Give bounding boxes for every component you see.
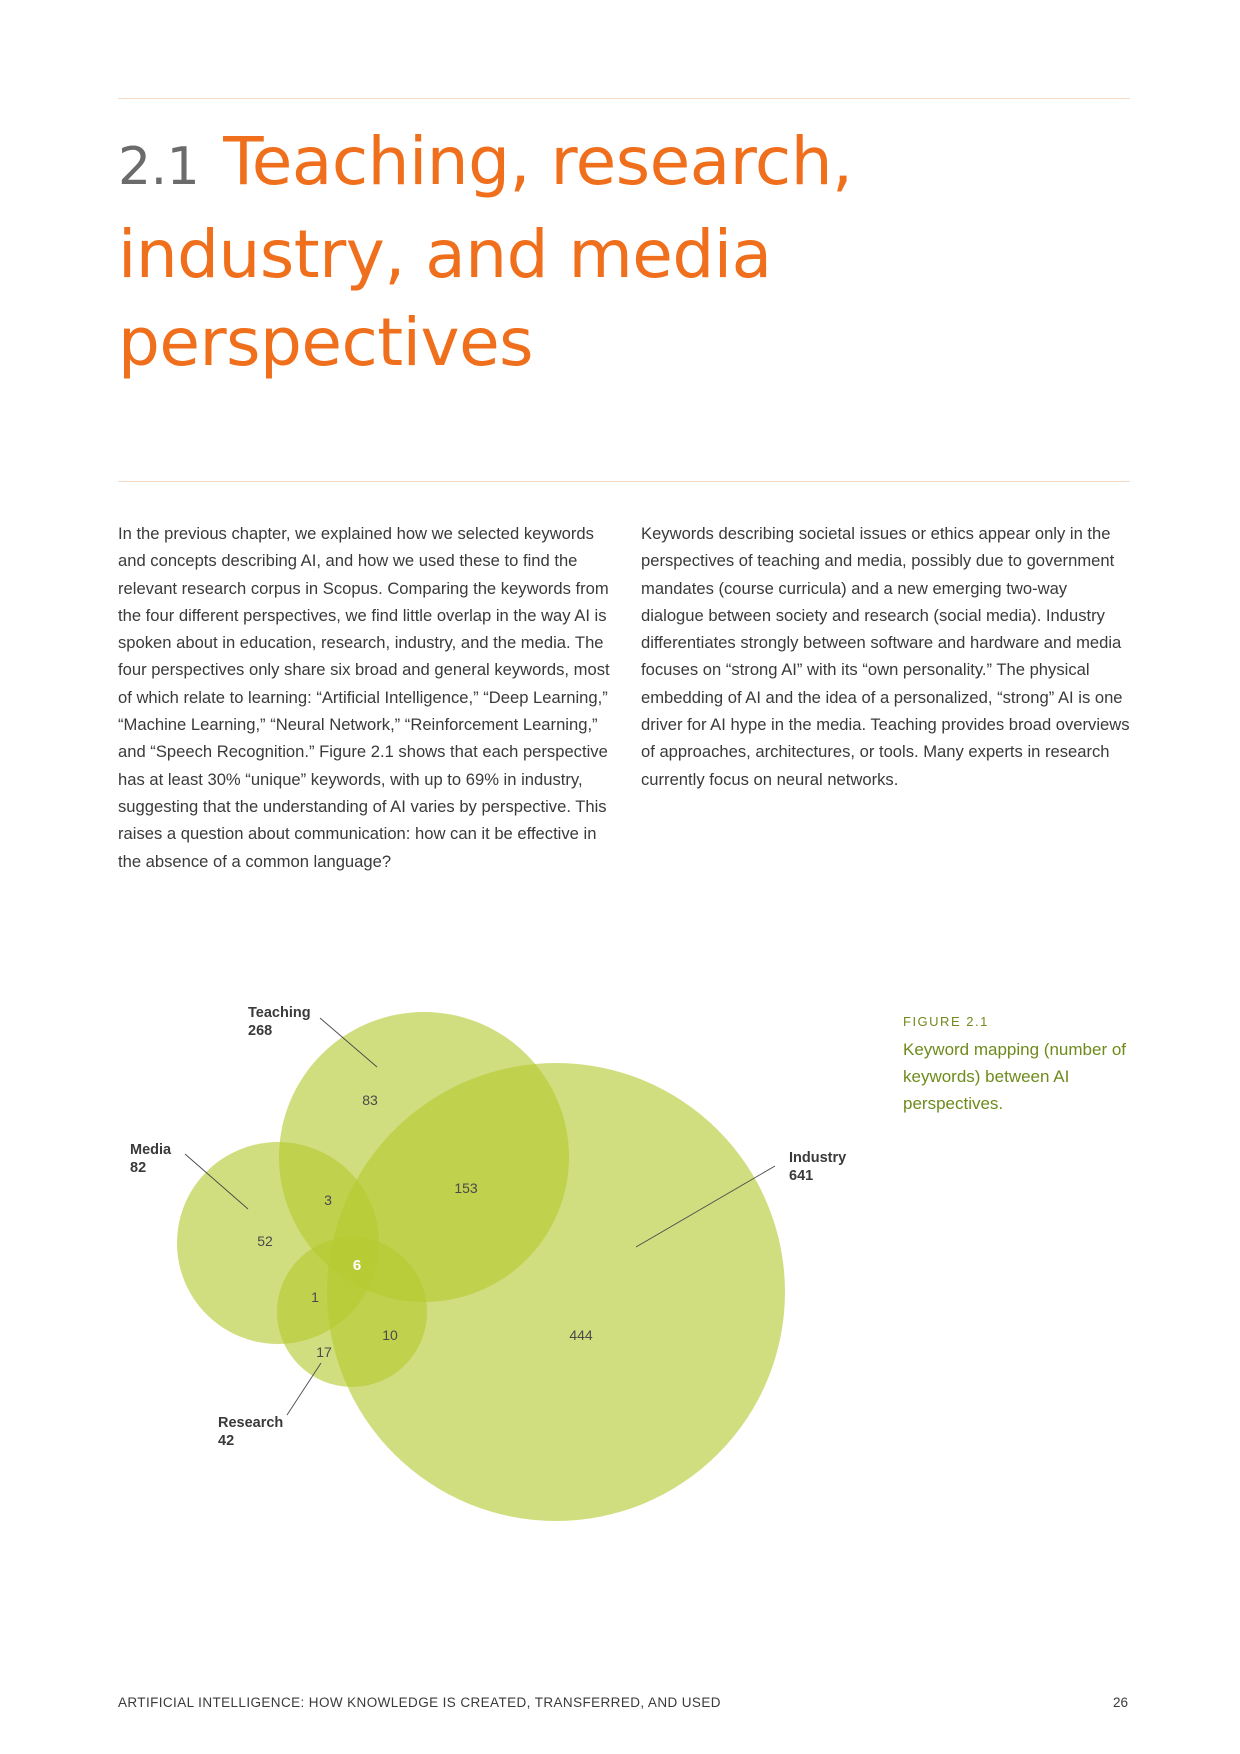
count-all-four: 6 — [352, 1257, 362, 1274]
count-research-only: 17 — [316, 1344, 332, 1360]
research-leader-line — [287, 1363, 321, 1415]
venn-circles — [177, 1012, 785, 1521]
footer-title: ARTIFICIAL INTELLIGENCE: HOW KNOWLEDGE IS CREATED, TRANSFERRED, AND USED — [118, 1695, 721, 1710]
count-media-only: 52 — [257, 1233, 273, 1249]
page-number: 26 — [1112, 1695, 1128, 1710]
figure-caption: Keyword mapping (number of keywords) between AI perspectives. — [903, 1040, 1127, 1113]
section-number: 2.1 — [118, 137, 200, 197]
count-teaching-only: 83 — [362, 1092, 378, 1108]
count-media-research: 1 — [311, 1289, 319, 1305]
research-total: 42 — [218, 1433, 235, 1449]
media-label: Media — [130, 1142, 172, 1158]
figure-tag: FIGURE 2.1 — [903, 1014, 989, 1029]
research-label: Research — [218, 1415, 284, 1431]
count-industry-only: 444 — [569, 1327, 593, 1343]
body-paragraph-right: Keywords describing societal issues or ethics appear only in the perspectives of teaching and media, possibly due to government mandates (course curricula) and a new emerging two-way dialogue between society and research (social media). Industry differentiates strongly between software and hardware and media focuses on “strong AI” with its “own personality.” The physical embedding of AI and the idea of a personalized, “strong” AI is one driver for AI hype in the media. Teaching provides broad overviews of approaches, architectures, or tools. Many experts in research currently focus on neural networks. — [641, 524, 1130, 789]
body-paragraph-left: In the previous chapter, we explained how we selected keywords and concepts describing AI, and how we used these to find the relevant research corpus in Scopus. Comparing the keywords from the four different perspectives, we find little overlap in the way AI is spoken about in education, research, industry, and the media. The four perspectives only share six broad and general keywords, most of which relate to learning: “Artificial Intelligence,” “Deep Learning,” “Machine Learning,” “Neural Network,” “Reinforcement Learning,” and “Speech Recognition.” Figure 2.1 shows that each perspective has at least 30% “unique” keywords, with up to 69% in industry, suggesting that the understanding of AI varies by perspective. This raises a question about communication: how can it be effective in the absence of a common language? — [118, 524, 610, 871]
media-total: 82 — [130, 1160, 147, 1176]
industry-label: Industry — [789, 1150, 847, 1166]
count-teaching-industry: 153 — [454, 1180, 478, 1196]
teaching-label: Teaching — [248, 1005, 311, 1021]
teaching-total: 268 — [248, 1023, 273, 1039]
industry-total: 641 — [789, 1168, 814, 1184]
count-media-teaching: 3 — [324, 1192, 332, 1208]
section-title: Teaching, research, industry, and media perspectives — [118, 123, 853, 381]
count-research-industry: 10 — [382, 1327, 398, 1343]
